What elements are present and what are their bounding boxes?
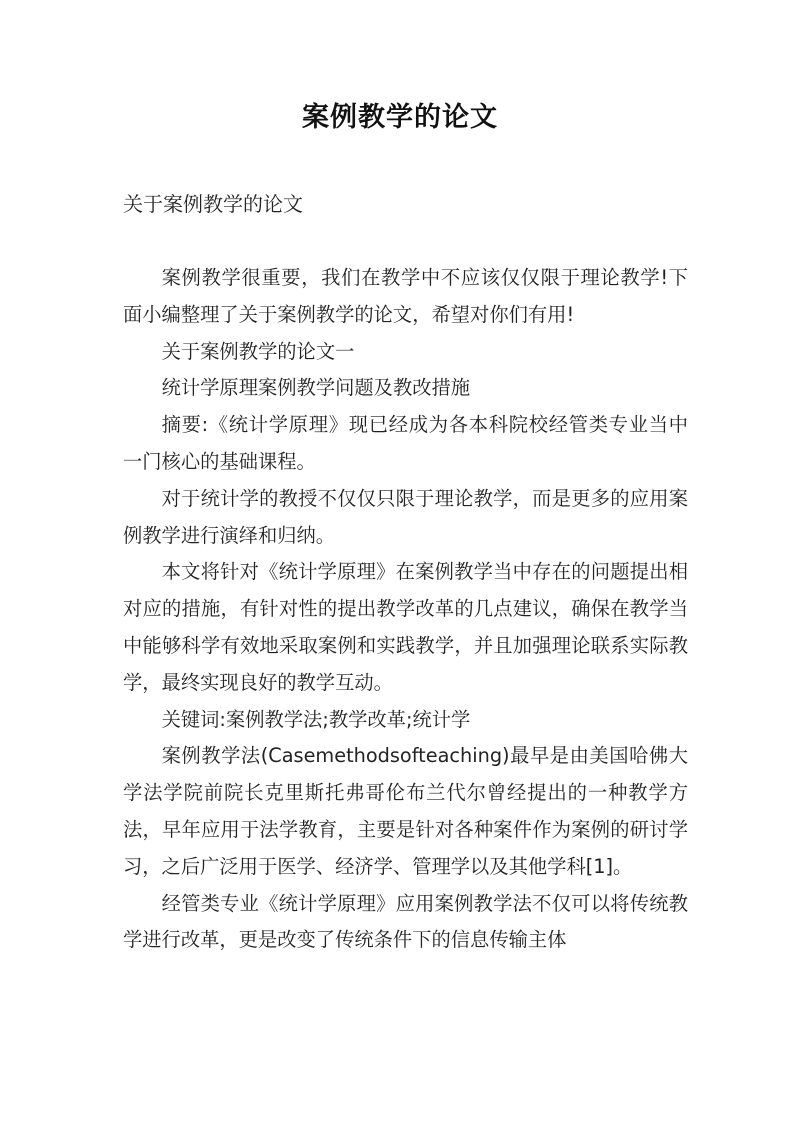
paragraph-section-heading: 关于案例教学的论文一 (161, 339, 355, 363)
paragraph-abstract-3: 本文将针对《统计学原理》在案例教学当中存在的问题提出相对应的措施，有针对性的提出教学改革的几点建议，确保在教学当中能够科学有效地采取案例和实践教学，并且加强理论联系实际教学，最终实现良好的教学互动。 (123, 560, 688, 694)
document-subtitle: 关于案例教学的论文 (123, 192, 303, 216)
document-body (123, 260, 688, 959)
paragraph-abstract: 摘要:《统计学原理》现已经成为各本科院校经管类专业当中一门核心的基础课程。 (123, 413, 688, 473)
paragraph-intro: 案例教学很重要，我们在教学中不应该仅仅限于理论教学!下面小编整理了关于案例教学的论文，希望对你们有用! (123, 266, 688, 326)
paragraph-abstract-2: 对于统计学的教授不仅仅只限于理论教学，而是更多的应用案例教学进行演绎和归纳。 (123, 486, 688, 547)
document-title: 案例教学的论文 (302, 102, 498, 133)
paragraph-body-2: 经管类专业《统计学原理》应用案例教学法不仅可以将传统教学进行改革，更是改变了传统条件下的信息传输主体 (123, 891, 688, 952)
paragraph-body-1: 案例教学法(Casemethodsofteaching)最早是由美国哈佛大学法学院前院长克里斯托弗哥伦布兰代尔曾经提出的一种教学方法，早年应用于法学教育，主要是针对各种案件作为案例的研讨学习，之后广泛用于医学、经济学、管理学以及其他学科[1]。 (123, 744, 688, 878)
paragraph-keywords: 关键词:案例教学法;教学改革;统计学 (161, 707, 471, 731)
paragraph-paper-title: 统计学原理案例教学问题及教改措施 (161, 376, 471, 400)
